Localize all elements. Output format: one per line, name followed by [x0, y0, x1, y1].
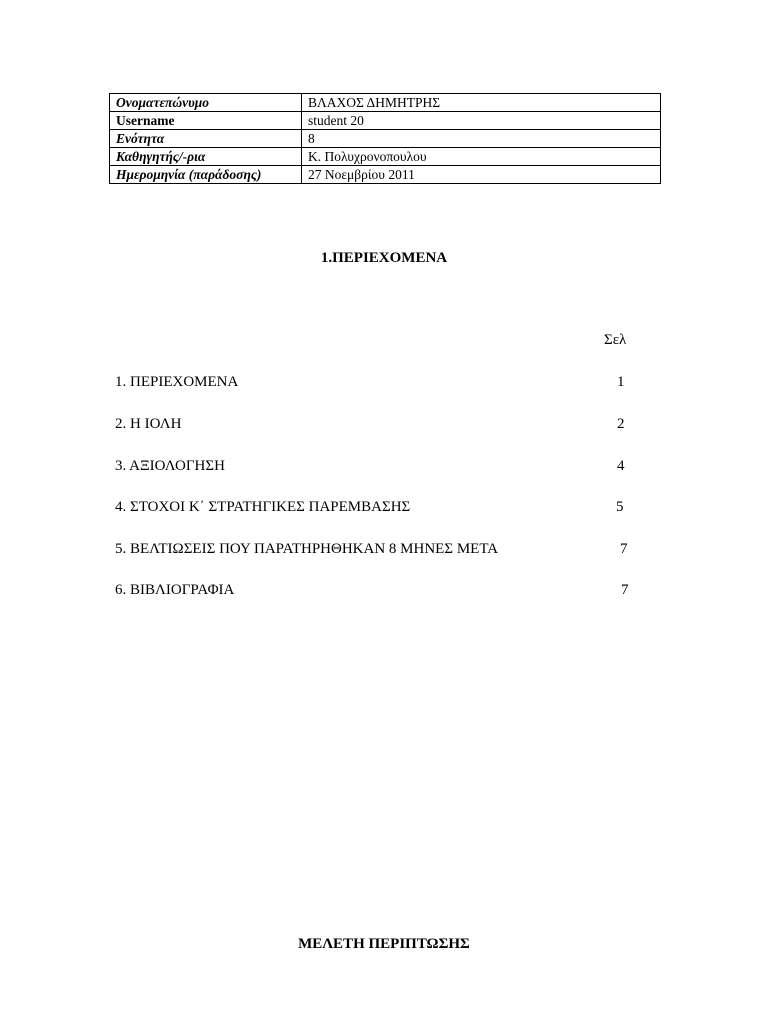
- info-label: Ημερομηνία (παράδοσης): [110, 166, 302, 184]
- toc-entry-title: 1. ΠΕΡΙΕΧΟΜΕΝΑ: [115, 374, 239, 390]
- info-label: Καθηγητής/-ρια: [110, 148, 302, 166]
- student-info-table: [109, 93, 661, 184]
- toc-entry-title: 5. ΒΕΛΤΙΩΣΕΙΣ ΠΟΥ ΠΑΡΑΤΗΡΗΘΗΚΑΝ 8 ΜΗΝΕΣ ΜΕΤΑ: [115, 541, 499, 557]
- info-label: Username: [110, 112, 302, 130]
- toc-entry-title: 3. ΑΞΙΟΛΟΓΗΣΗ: [115, 458, 225, 474]
- toc-entry-page: 7: [620, 541, 628, 557]
- toc-page-column-header: Σελ: [604, 332, 627, 348]
- toc-entry-page: 7: [621, 582, 629, 598]
- toc-entry-page: 5: [616, 499, 624, 515]
- toc-entry: [115, 541, 635, 561]
- info-value: 27 Νοεμβρίου 2011: [302, 166, 661, 184]
- toc-entry: [115, 582, 635, 602]
- toc-entry-title: 4. ΣΤΟΧΟΙ Κ΄ ΣΤΡΑΤΗΓΙΚΕΣ ΠΑΡΕΜΒΑΣΗΣ: [115, 499, 411, 515]
- toc-entry: [115, 374, 635, 394]
- info-value: 8: [302, 130, 661, 148]
- toc-entry: [115, 499, 635, 519]
- info-label: Ενότητα: [110, 130, 302, 148]
- info-row-teacher: [110, 148, 661, 166]
- info-row-unit: [110, 130, 661, 148]
- toc-entry-title: 2. Η ΙΟΛΗ: [115, 416, 182, 432]
- info-value: ΒΛΑΧΟΣ ΔΗΜΗΤΡΗΣ: [302, 94, 661, 112]
- toc-entry-page: 2: [617, 416, 625, 432]
- toc-entry-title: 6. ΒΙΒΛΙΟΓΡΑΦΙΑ: [115, 582, 235, 598]
- toc-entry: [115, 416, 635, 436]
- info-value: Κ. Πολυχρονοπουλου: [302, 148, 661, 166]
- toc-entry: [115, 458, 635, 478]
- contents-heading: 1.ΠΕΡΙΕΧΟΜΕΝΑ: [320, 250, 448, 266]
- info-value: student 20: [302, 112, 661, 130]
- info-row-username: [110, 112, 661, 130]
- info-row-name: [110, 94, 661, 112]
- toc-entry-page: 1: [617, 374, 625, 390]
- case-study-heading: ΜΕΛΕΤΗ ΠΕΡΙΠΤΩΣΗΣ: [298, 936, 470, 952]
- toc-entry-page: 4: [617, 458, 625, 474]
- info-row-date: [110, 166, 661, 184]
- info-label: Ονοματεπώνυμο: [110, 94, 302, 112]
